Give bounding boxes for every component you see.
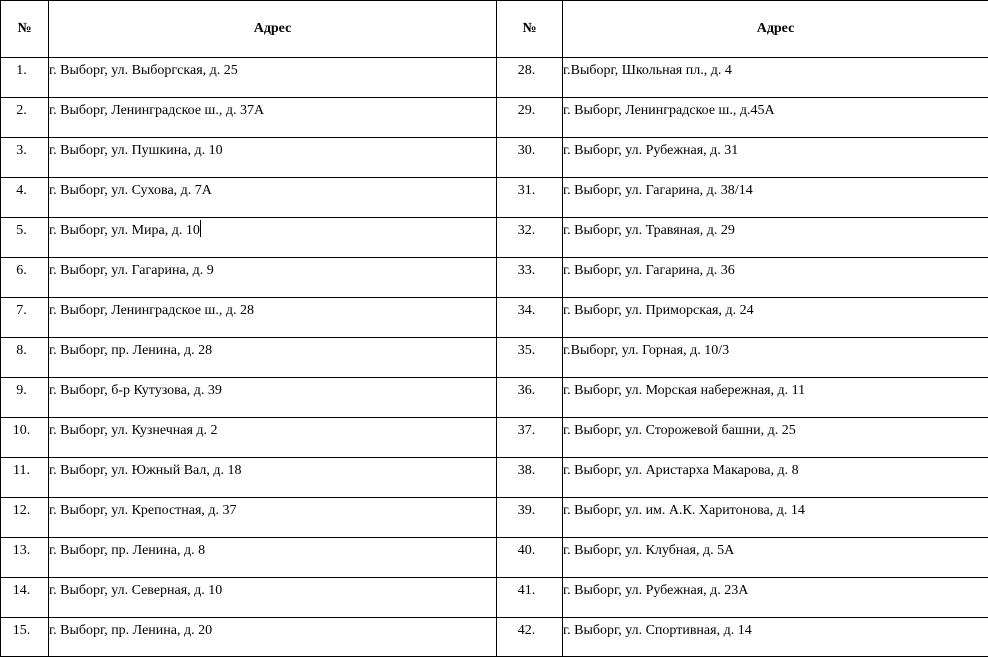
row-number-right bbox=[497, 98, 563, 138]
row-number-left-text: 15. bbox=[13, 620, 37, 642]
row-address-right-text: г.Выборг, ул. Горная, д. 10/3 bbox=[563, 340, 729, 362]
table-row bbox=[1, 378, 988, 418]
row-address-left-text: г. Выборг, ул. Кузнечная д. 2 bbox=[49, 420, 218, 442]
row-address-left bbox=[49, 618, 497, 657]
row-number-right-text: 40. bbox=[518, 540, 542, 562]
row-address-right-text: г. Выборг, ул. Травяная, д. 29 bbox=[563, 220, 735, 242]
row-address-left-text: г. Выборг, ул. Крепостная, д. 37 bbox=[49, 500, 237, 522]
row-address-right-text: г. Выборг, ул. им. А.К. Харитонова, д. 14 bbox=[563, 500, 805, 522]
row-address-left bbox=[49, 538, 497, 578]
row-number-left-text: 9. bbox=[16, 380, 33, 402]
row-address-right-text: г. Выборг, ул. Спортивная, д. 14 bbox=[563, 620, 752, 642]
row-address-left bbox=[49, 178, 497, 218]
row-number-left bbox=[1, 218, 49, 258]
row-number-left bbox=[1, 618, 49, 657]
row-address-left-text: г. Выборг, ул. Северная, д. 10 bbox=[49, 580, 222, 602]
row-address-left-text: г. Выборг, ул. Пушкина, д. 10 bbox=[49, 140, 223, 162]
row-number-right bbox=[497, 578, 563, 618]
row-number-right-text: 37. bbox=[518, 420, 542, 442]
row-number-right bbox=[497, 58, 563, 98]
row-number-left-text: 2. bbox=[16, 100, 33, 122]
row-number-right-text: 35. bbox=[518, 340, 542, 362]
row-number-right bbox=[497, 378, 563, 418]
row-address-left-text: г. Выборг, ул. Сухова, д. 7А bbox=[49, 180, 212, 202]
row-number-left bbox=[1, 378, 49, 418]
header-address-right: Адрес bbox=[563, 1, 988, 58]
row-number-left bbox=[1, 458, 49, 498]
header-number-right: № bbox=[497, 1, 563, 58]
row-number-right bbox=[497, 218, 563, 258]
table-row bbox=[1, 538, 988, 578]
row-address-left bbox=[49, 298, 497, 338]
row-address-right bbox=[563, 458, 988, 498]
row-address-right bbox=[563, 178, 988, 218]
row-number-right bbox=[497, 618, 563, 657]
row-address-right-text: г. Выборг, ул. Сторожевой башни, д. 25 bbox=[563, 420, 796, 442]
row-address-right bbox=[563, 258, 988, 298]
row-address-right bbox=[563, 218, 988, 258]
row-number-left-text: 10. bbox=[13, 420, 37, 442]
row-address-right bbox=[563, 338, 988, 378]
row-address-left bbox=[49, 338, 497, 378]
row-number-right-text: 39. bbox=[518, 500, 542, 522]
row-number-left-text: 4. bbox=[16, 180, 33, 202]
row-number-left bbox=[1, 578, 49, 618]
row-number-right-text: 41. bbox=[518, 580, 542, 602]
row-address-left-text: г. Выборг, пр. Ленина, д. 20 bbox=[49, 620, 212, 642]
row-number-right-text: 30. bbox=[518, 140, 542, 162]
row-number-left-text: 5. bbox=[16, 220, 33, 242]
row-address-right-text: г. Выборг, ул. Клубная, д. 5А bbox=[563, 540, 734, 562]
row-address-right-text: г. Выборг, ул. Аристарха Макарова, д. 8 bbox=[563, 460, 799, 482]
row-number-right-text: 38. bbox=[518, 460, 542, 482]
row-number-right-text: 33. bbox=[518, 260, 542, 282]
row-address-left bbox=[49, 58, 497, 98]
row-address-left bbox=[49, 258, 497, 298]
row-address-left-text: г. Выборг, пр. Ленина, д. 28 bbox=[49, 340, 212, 362]
table-row bbox=[1, 578, 988, 618]
table-row bbox=[1, 498, 988, 538]
table-row bbox=[1, 618, 988, 657]
row-number-right bbox=[497, 138, 563, 178]
row-number-left bbox=[1, 138, 49, 178]
row-address-left-text: г. Выборг, пр. Ленина, д. 8 bbox=[49, 540, 205, 562]
row-address-left-text: г. Выборг, ул. Южный Вал, д. 18 bbox=[49, 460, 241, 482]
row-number-left-text: 14. bbox=[13, 580, 37, 602]
row-address-right bbox=[563, 138, 988, 178]
row-address-left-text: г. Выборг, ул. Мира, д. 10 bbox=[49, 220, 200, 242]
table-row bbox=[1, 258, 988, 298]
table-row bbox=[1, 178, 988, 218]
row-address-right bbox=[563, 98, 988, 138]
row-address-right bbox=[563, 538, 988, 578]
table-header-row bbox=[1, 1, 988, 58]
row-number-left bbox=[1, 58, 49, 98]
row-address-left-text: г. Выборг, б-р Кутузова, д. 39 bbox=[49, 380, 222, 402]
row-address-right bbox=[563, 418, 988, 458]
row-number-left-text: 3. bbox=[16, 140, 33, 162]
row-address-left-text: г. Выборг, Ленинградское ш., д. 37А bbox=[49, 100, 264, 122]
row-number-right-text: 29. bbox=[518, 100, 542, 122]
row-number-left-text: 1. bbox=[16, 60, 33, 82]
row-number-left-text: 8. bbox=[16, 340, 33, 362]
table-row bbox=[1, 338, 988, 378]
row-number-right bbox=[497, 298, 563, 338]
header-number-left: № bbox=[1, 1, 49, 58]
row-address-right bbox=[563, 58, 988, 98]
row-address-left bbox=[49, 98, 497, 138]
row-number-left-text: 6. bbox=[16, 260, 33, 282]
row-address-left bbox=[49, 418, 497, 458]
row-address-left-text: г. Выборг, Ленинградское ш., д. 28 bbox=[49, 300, 254, 322]
row-address-right bbox=[563, 378, 988, 418]
row-number-left-text: 7. bbox=[16, 300, 33, 322]
row-address-left-text: г. Выборг, ул. Гагарина, д. 9 bbox=[49, 260, 214, 282]
header-address-left: Адрес bbox=[49, 1, 497, 58]
row-address-right-text: г. Выборг, ул. Рубежная, д. 31 bbox=[563, 140, 738, 162]
table-row bbox=[1, 458, 988, 498]
row-number-left bbox=[1, 298, 49, 338]
row-number-left bbox=[1, 338, 49, 378]
row-number-left bbox=[1, 538, 49, 578]
row-address-left bbox=[49, 218, 497, 258]
row-number-right bbox=[497, 258, 563, 298]
row-number-right-text: 42. bbox=[518, 620, 542, 642]
row-address-left bbox=[49, 138, 497, 178]
row-number-left-text: 11. bbox=[13, 460, 36, 482]
row-number-left-text: 12. bbox=[13, 500, 37, 522]
row-address-right bbox=[563, 578, 988, 618]
row-number-right-text: 31. bbox=[518, 180, 542, 202]
row-number-right bbox=[497, 458, 563, 498]
row-address-right bbox=[563, 618, 988, 657]
row-address-right-text: г. Выборг, ул. Гагарина, д. 36 bbox=[563, 260, 735, 282]
table-row bbox=[1, 58, 988, 98]
row-number-right bbox=[497, 418, 563, 458]
row-number-left bbox=[1, 418, 49, 458]
row-address-left-text: г. Выборг, ул. Выборгская, д. 25 bbox=[49, 60, 238, 82]
row-address-right-text: г. Выборг, ул. Рубежная, д. 23А bbox=[563, 580, 748, 602]
row-address-right-text: г. Выборг, ул. Приморская, д. 24 bbox=[563, 300, 754, 322]
row-number-right bbox=[497, 538, 563, 578]
row-number-left bbox=[1, 498, 49, 538]
row-number-left bbox=[1, 178, 49, 218]
table-row bbox=[1, 218, 988, 258]
row-number-left-text: 13. bbox=[13, 540, 37, 562]
table-row bbox=[1, 298, 988, 338]
table-row bbox=[1, 418, 988, 458]
row-number-right-text: 36. bbox=[518, 380, 542, 402]
row-address-left bbox=[49, 578, 497, 618]
row-number-right-text: 34. bbox=[518, 300, 542, 322]
row-number-right-text: 32. bbox=[518, 220, 542, 242]
row-address-right bbox=[563, 498, 988, 538]
row-address-right-text: г. Выборг, ул. Морская набережная, д. 11 bbox=[563, 380, 805, 402]
table-row bbox=[1, 98, 988, 138]
row-number-left bbox=[1, 98, 49, 138]
row-number-right bbox=[497, 178, 563, 218]
row-address-left bbox=[49, 378, 497, 418]
row-address-right-text: г. Выборг, Ленинградское ш., д.45А bbox=[563, 100, 775, 122]
row-address-left bbox=[49, 498, 497, 538]
row-number-left bbox=[1, 258, 49, 298]
row-number-right-text: 28. bbox=[518, 60, 542, 82]
text-cursor bbox=[200, 220, 201, 237]
row-address-right-text: г. Выборг, ул. Гагарина, д. 38/14 bbox=[563, 180, 753, 202]
row-address-right-text: г.Выборг, Школьная пл., д. 4 bbox=[563, 60, 732, 82]
row-address-right bbox=[563, 298, 988, 338]
table-row bbox=[1, 138, 988, 178]
row-number-right bbox=[497, 338, 563, 378]
row-number-right bbox=[497, 498, 563, 538]
row-address-left bbox=[49, 458, 497, 498]
